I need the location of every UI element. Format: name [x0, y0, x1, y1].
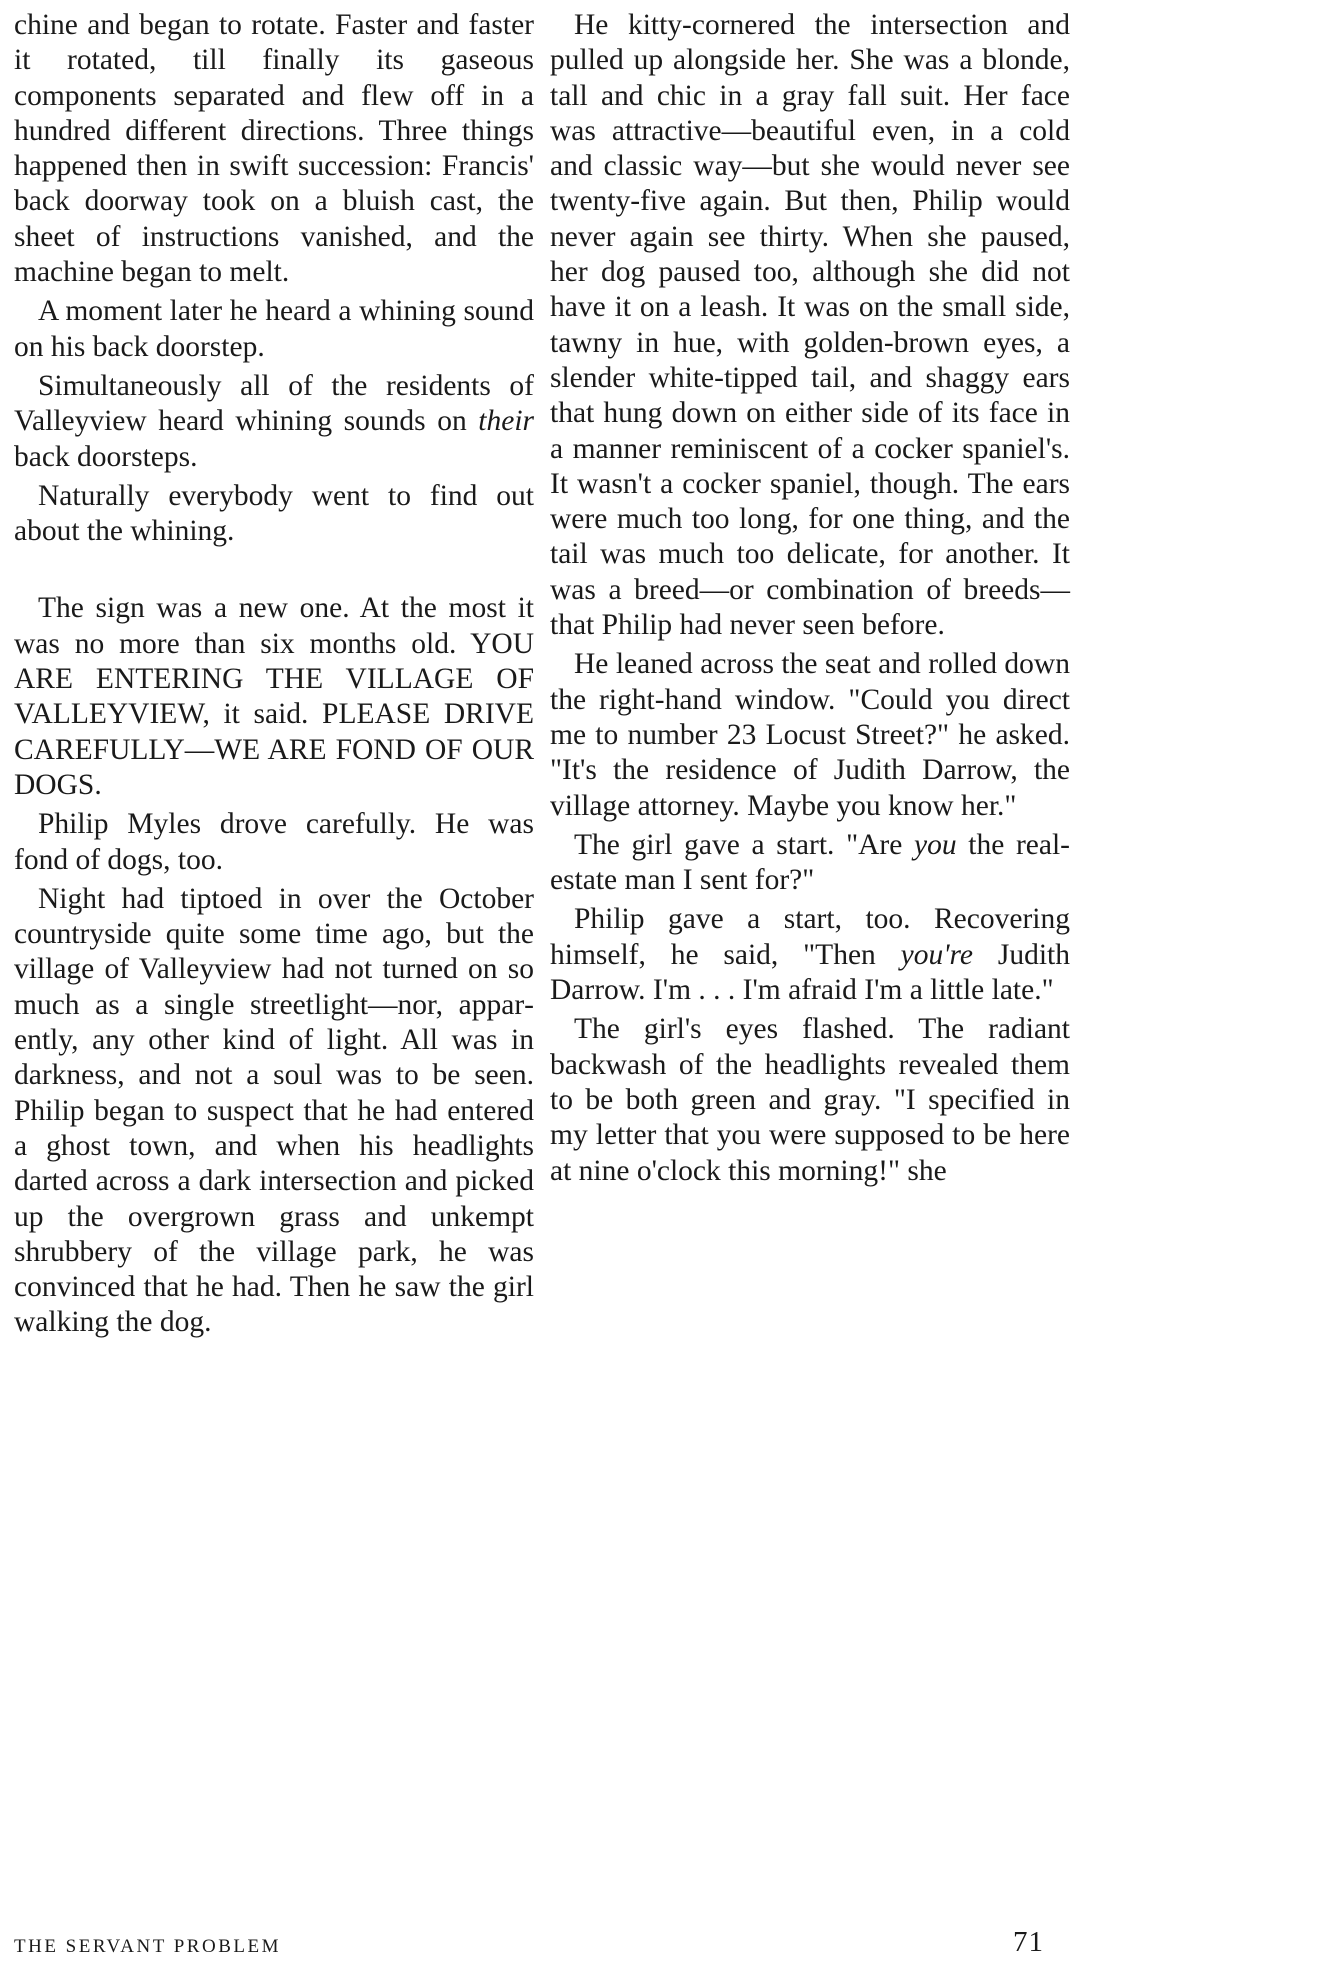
paragraph: The sign was a new one. At the most it was no more than six months old. YOU ARE ENTERING THE VILLAGE OF VALLEYVIEW, it said. PLEASE DRIVE CAREFULLY—WE ARE FOND OF OUR DOGS.: [14, 592, 534, 801]
paragraph: He leaned across the seat and rolled down the right-hand window. "Could you direct me to number 23 Locust Street?" he asked. "It's the residence of Judith Darrow, the village attorney. Maybe you know her.": [550, 648, 1070, 822]
paragraph-text: Simultaneously all of the residents of Valleyview heard whining sounds on: [14, 369, 534, 438]
paragraph: [550, 902, 1070, 1008]
emphasis-text: you: [914, 828, 957, 861]
right-text-column: [550, 8, 1070, 1193]
left-text-column: [14, 8, 534, 1345]
running-title: THE SERVANT PROBLEM: [14, 1936, 281, 1957]
paragraph-text: back doorsteps.: [14, 440, 198, 473]
emphasis-text: their: [478, 405, 534, 438]
paragraph: [14, 369, 534, 475]
paragraph: A moment later he heard a whining sound on his back doorstep.: [14, 295, 534, 363]
paragraph: The girl's eyes flashed. The radiant backwash of the headlights revealed them to be both green and gray. "I specified in my letter that you were supposed to be here at nine o'clock this morning!" she: [550, 1013, 1070, 1187]
paragraph: Philip Myles drove carefully. He was fond of dogs, too.: [14, 808, 534, 876]
paragraph: chine and began to rotate. Faster and faster it rotated, till finally its gaseous components separated and flew off in a hundred different directions. Three things happened then in swift succession: Francis' back doorway took on a bluish cast, the sheet of instructions vanished, and the machine began to melt.: [14, 9, 534, 289]
paragraph: He kitty-cornered the intersection and pulled up alongside her. She was a blonde, tall and chic in a gray fall suit. Her face was attractive—beautiful even, in a cold and classic way—but she would never see twenty-five again. But then, Philip would never again see thirty. When she paused, her dog paused too, although she did not have it on a leash. It was on the small side, tawny in hue, with golden-brown eyes, a slender white-tipped tail, and shaggy ears that hung down on either side of its face in a manner reminiscent of a cocker spaniel's. It wasn't a cocker spaniel, though. The ears were much too long, for one thing, and the tail was much too delicate, for another. It was a breed—or combination of breeds—that Philip had never seen before.: [550, 9, 1070, 642]
paragraph-text: Philip gave a start, too. Recovering himself, he said, "Then: [550, 903, 1070, 971]
paragraph: Night had tiptoed in over the October countryside quite some time ago, but the village of Valleyview had not turned on so much as a single streetlight—nor, apparently, any other kind of light. All was in darkness, and not a soul was to be seen. Philip began to suspect that he had entered a ghost town, and when his headlights darted across a dark intersection and picked up the overgrown grass and unkempt shrubbery of the village park, he was convinced that he had. Then he saw the girl walking the dog.: [14, 882, 534, 1339]
page-number: 71: [1013, 1926, 1044, 1958]
emphasis-text: you're: [900, 938, 974, 971]
paragraph-text: The girl gave a start. "Are: [574, 828, 914, 861]
paragraph-text: Judith Darrow. I'm . . . I'm afraid I'm a little late.": [550, 938, 1070, 1007]
paragraph-text: the real-estate man I sent for?": [550, 828, 1070, 897]
paragraph: [550, 828, 1070, 899]
paragraph: Naturally everybody went to find out about the whining.: [14, 479, 534, 548]
